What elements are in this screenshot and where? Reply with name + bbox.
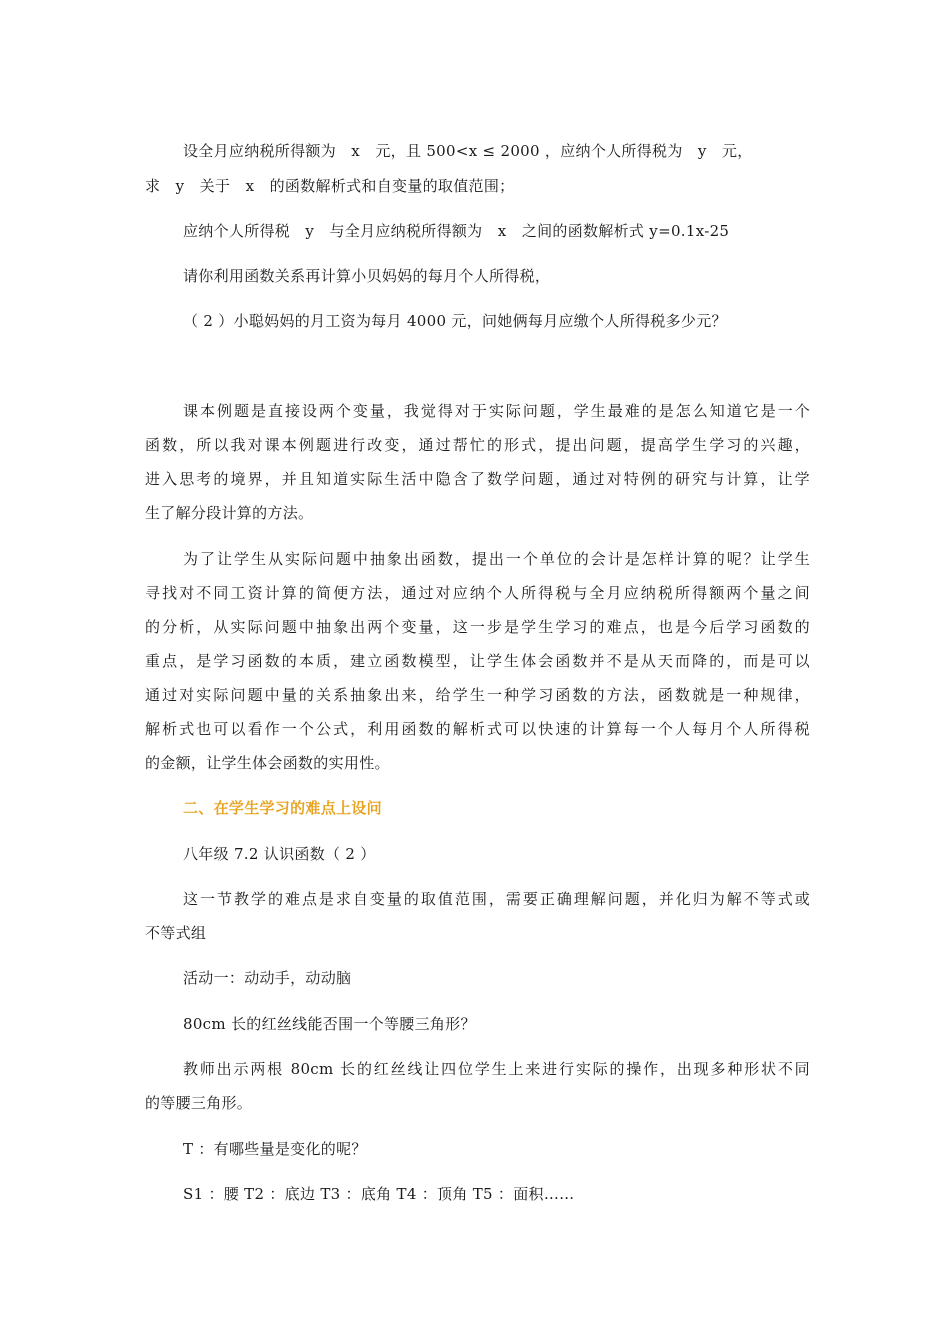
paragraph-line: 进入思考的境界，并且知道实际生活中隐含了数学问题，通过对特例的研究与计算，让学: [145, 470, 810, 488]
paragraph-line: 生了解分段计算的方法。: [145, 504, 314, 522]
paragraph-line: 活动一：动动手，动动脑: [183, 969, 352, 987]
paragraph-line: 重点，是学习函数的本质，建立函数模型，让学生体会函数并不是从天而降的，而是可以: [145, 652, 810, 670]
paragraph-line: 寻找对不同工资计算的简便方法，通过对应纳个人所得税与全月应纳税所得额两个量之间: [145, 584, 810, 602]
paragraph-line: （ 2 ）小聪妈妈的月工资为每月 4000 元，问她俩每月应缴个人所得税多少元？: [183, 312, 727, 330]
paragraph-line: 为了让学生从实际问题中抽象出函数，提出一个单位的会计是怎样计算的呢？让学生: [183, 550, 810, 568]
paragraph-line: 设全月应纳税所得额为 x 元，且 500<x ≤ 2000 ，应纳个人所得税为 y 元，: [183, 142, 753, 160]
paragraph-line: 求 y 关于 x 的函数解析式和自变量的取值范围；: [145, 177, 515, 195]
section-heading: 二、在学生学习的难点上设问: [183, 799, 382, 817]
paragraph-line: T ：有哪些量是变化的呢？: [183, 1140, 367, 1158]
paragraph-line: 八年级 7.2 认识函数（ 2 ）: [183, 845, 376, 863]
paragraph-line: 请你利用函数关系再计算小贝妈妈的每月个人所得税，: [183, 267, 551, 285]
paragraph-line: 通过对实际问题中量的关系抽象出来，给学生一种学习函数的方法，函数就是一种规律，: [145, 686, 810, 704]
paragraph-line: 80cm 长的红丝线能否围一个等腰三角形？: [183, 1015, 476, 1033]
paragraph-line: 的等腰三角形。: [145, 1094, 253, 1112]
paragraph-line: 的分析，从实际问题中抽象出两个变量，这一步是学生学习的难点，也是今后学习函数的: [145, 618, 810, 636]
paragraph-line: 不等式组: [145, 924, 207, 942]
paragraph-line: 这一节教学的难点是求自变量的取值范围，需要正确理解问题，并化归为解不等式或: [183, 890, 810, 908]
paragraph-line: 函数，所以我对课本例题进行改变，通过帮忙的形式，提出问题，提高学生学习的兴趣，: [145, 436, 810, 454]
paragraph-line: S1 ：腰 T2 ：底边 T3 ：底角 T4 ：顶角 T5 ：面积……: [183, 1185, 575, 1203]
paragraph-line: 解析式也可以看作一个公式，利用函数的解析式可以快速的计算每一个人每月个人所得税: [145, 720, 810, 738]
paragraph-line: 课本例题是直接设两个变量，我觉得对于实际问题，学生最难的是怎么知道它是一个: [183, 402, 810, 420]
paragraph-line: 教师出示两根 80cm 长的红丝线让四位学生上来进行实际的操作，出现多种形状不同: [183, 1060, 810, 1078]
paragraph-line: 的金额，让学生体会函数的实用性。: [145, 754, 390, 772]
paragraph-line: 应纳个人所得税 y 与全月应纳税所得额为 x 之间的函数解析式 y=0.1x-25: [183, 222, 730, 240]
